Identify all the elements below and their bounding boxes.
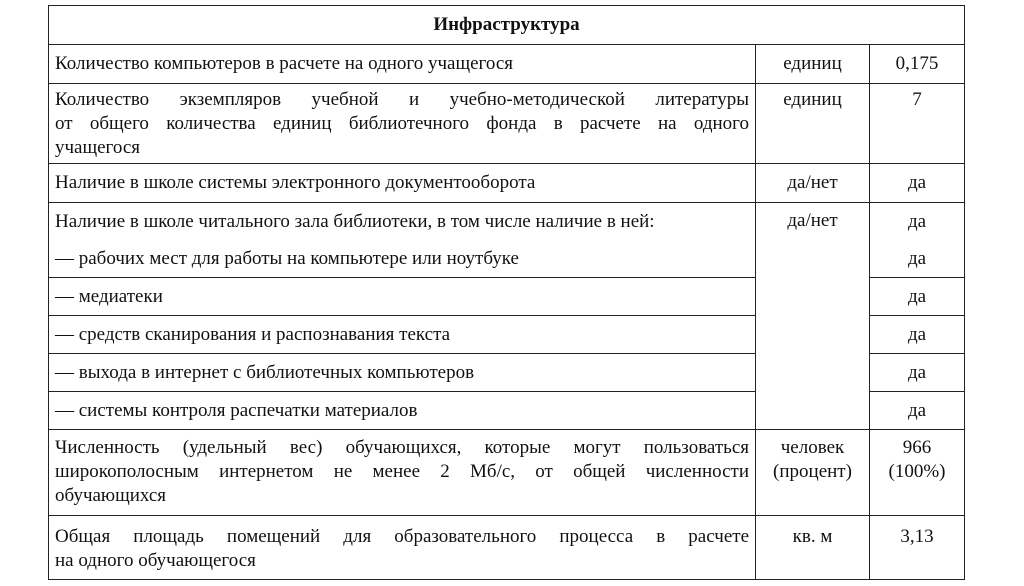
row-description <box>49 430 756 516</box>
row-description: — выхода в интернет с библиотечных компьютеров <box>49 354 756 392</box>
row-unit: да/нет <box>756 203 870 430</box>
row-value: да <box>870 392 965 430</box>
row-value: да <box>870 164 965 203</box>
table-row <box>49 84 965 164</box>
row-unit: единиц <box>756 84 870 164</box>
table-row <box>49 203 965 241</box>
table-header-row <box>49 6 965 45</box>
row-description-line: на одного обучающегося <box>55 550 256 571</box>
row-value: да <box>870 316 965 354</box>
row-description-line: учащегося <box>55 137 141 158</box>
row-description: — средств сканирования и распознавания текста <box>49 316 756 354</box>
row-description-line: Общая площадь помещений для образовательного процесса в расчете <box>55 526 749 547</box>
row-value: да <box>870 354 965 392</box>
row-description: Наличие в школе системы электронного документооборота <box>49 164 756 203</box>
row-description-line: Количество экземпляров учебной и учебно-методической литературы <box>55 89 749 110</box>
row-value <box>870 430 965 516</box>
row-unit-line: человек <box>780 437 845 458</box>
row-description-line: обучающихся <box>55 485 167 506</box>
table-row <box>49 516 965 580</box>
table-row <box>49 430 965 516</box>
row-value: 3,13 <box>870 516 965 580</box>
table-row <box>49 45 965 84</box>
row-description: — медиатеки <box>49 278 756 316</box>
row-value-line: 966 <box>902 437 932 458</box>
row-value-line: (100%) <box>888 461 946 482</box>
row-description: — рабочих мест для работы на компьютере или ноутбуке <box>49 240 756 278</box>
row-unit: единиц <box>756 45 870 84</box>
table-row <box>49 164 965 203</box>
row-unit: кв. м <box>756 516 870 580</box>
row-value: 7 <box>870 84 965 164</box>
row-value: 0,175 <box>870 45 965 84</box>
row-description-line: от общего количества единиц библиотечного фонда в расчете на одного <box>55 113 749 134</box>
row-value: да <box>870 203 965 241</box>
row-description: Наличие в школе читального зала библиотеки, в том числе наличие в ней: <box>49 203 756 241</box>
document-page <box>48 5 965 580</box>
table-title: Инфраструктура <box>49 6 965 45</box>
row-unit-line: (процент) <box>773 461 852 482</box>
row-description: Количество компьютеров в расчете на одного учащегося <box>49 45 756 84</box>
row-value: да <box>870 240 965 278</box>
row-description <box>49 84 756 164</box>
row-unit <box>756 430 870 516</box>
row-value: да <box>870 278 965 316</box>
row-description-line: широкополосным интернетом не менее 2 Мб/с, от общей численности <box>55 461 749 482</box>
row-description-line: Численность (удельный вес) обучающихся, которые могут пользоваться <box>55 437 749 458</box>
infrastructure-table <box>48 5 965 580</box>
row-description: — системы контроля распечатки материалов <box>49 392 756 430</box>
row-unit: да/нет <box>756 164 870 203</box>
row-description <box>49 516 756 580</box>
